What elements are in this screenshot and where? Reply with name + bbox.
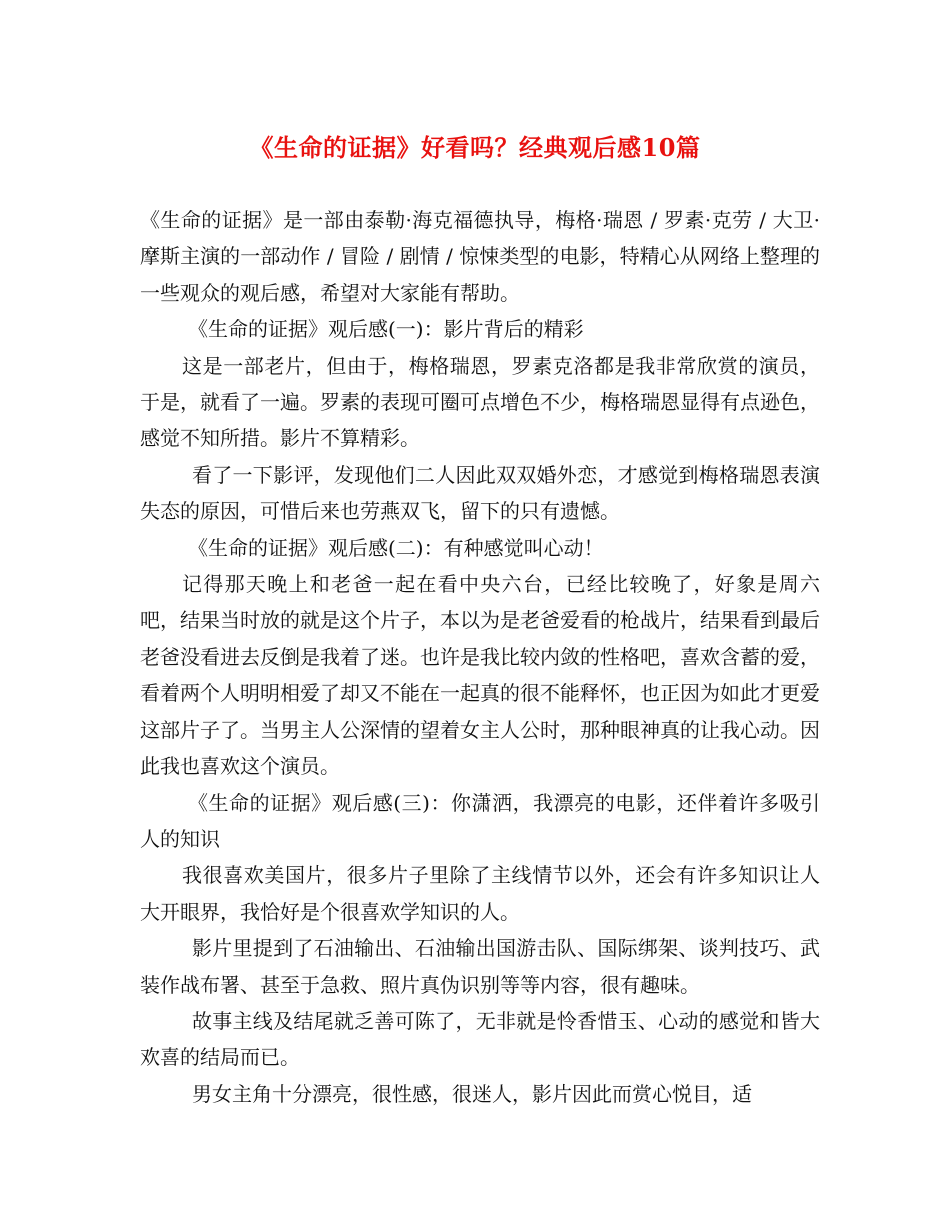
intro-paragraph: 《生命的证据》是一部由泰勒·海克福德执导，梅格·瑞恩 / 罗素·克劳 / 大卫·摩斯主演的一部动作 / 冒险 / 剧情 / 惊悚类型的电影，特精心从网络上整理的一些观众的观后感，希望对大家能有帮助。 (140, 208, 820, 305)
body-paragraph: 故事主线及结尾就乏善可陈了，无非就是怜香惜玉、心动的感觉和皆大欢喜的结局而已。 (140, 1008, 820, 1070)
section-heading-3: 《生命的证据》观后感(三)：你潇洒，我漂亮的电影，还伴着许多吸引人的知识 (140, 790, 820, 851)
document-title: 《生命的证据》好看吗？经典观后感10篇 (249, 133, 701, 162)
body-paragraph: 男女主角十分漂亮，很性感，很迷人，影片因此而赏心悦目，适 (192, 1081, 752, 1106)
section-heading-2: 《生命的证据》观后感(二)：有种感觉叫心动！ (188, 535, 604, 560)
body-paragraph: 记得那天晚上和老爸一起在看中央六台，已经比较晚了，好象是周六吧，结果当时放的就是这个片子，本以为是老爸爱看的枪战片，结果看到最后老爸没看进去反倒是我着了迷。也许是我比较内敛的性格吧，喜欢含蓄的爱，看着两个人明明相爱了却又不能在一起真的很不能释怀，也正因为如此才更爱这部片子了。当男主人公深情的望着女主人公时，那种眼神真的让我心动。因此我也喜欢这个演员。 (140, 572, 820, 779)
body-paragraph: 我很喜欢美国片，很多片子里除了主线情节以外，还会有许多知识让人大开眼界，我恰好是个很喜欢学知识的人。 (140, 863, 820, 924)
body-paragraph: 影片里提到了石油输出、石油输出国游击队、国际绑架、谈判技巧、武装作战布署、甚至于急救、照片真伪识别等等内容，很有趣味。 (140, 936, 820, 997)
section-heading-1: 《生命的证据》观后感(一)：影片背后的精彩 (188, 317, 584, 342)
document-body (140, 202, 820, 1112)
body-paragraph: 这是一部老片，但由于，梅格瑞恩，罗素克洛都是我非常欣赏的演员，于是，就看了一遍。罗素的表现可圈可点增色不少，梅格瑞恩显得有点逊色，感觉不知所措。影片不算精彩。 (140, 353, 820, 451)
body-paragraph: 看了一下影评，发现他们二人因此双双婚外恋，才感觉到梅格瑞恩表演失态的原因，可惜后来也劳燕双飞，留下的只有遗憾。 (140, 462, 820, 524)
